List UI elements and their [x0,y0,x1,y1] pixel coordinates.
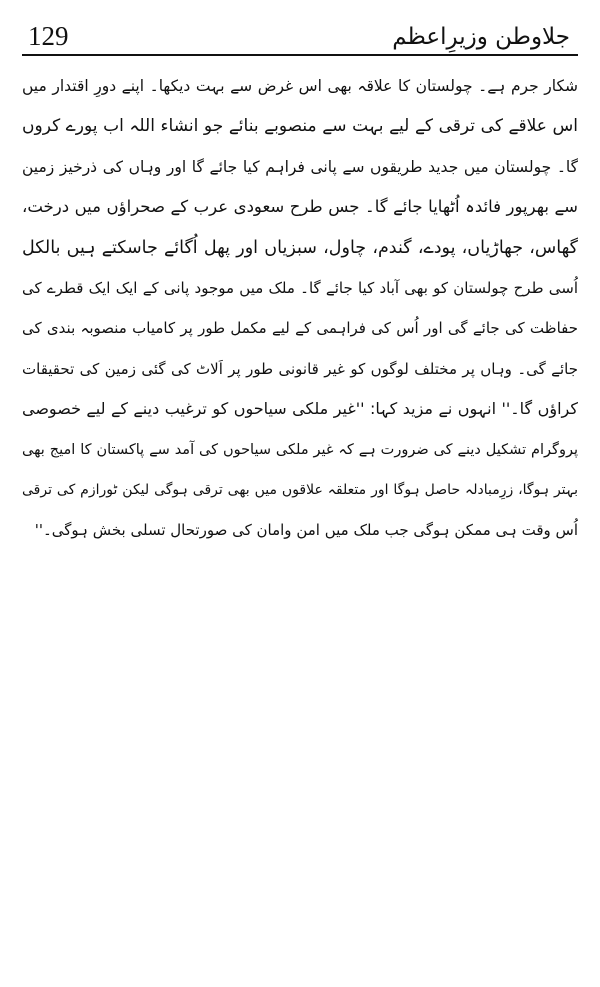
text-line: اس علاقے کی ترقی کے لیے بہت سے منصوبے بنائے جو انشاء اللہ اب پورے کروں [22,116,578,137]
text-line: شکار جرم ہے۔ چولستان کا علاقہ بھی اس غرض سے بہت دیکھا۔ اپنے دورِ اقتدار میں [22,77,578,95]
text-line: پروگرام تشکیل دینے کی ضرورت ہے کہ غیر ملکی سیاحوں کی آمد سے پاکستان کا امیج بھی [22,441,578,458]
body-text [22,66,578,551]
text-line: بہتر ہوگا، زرِمبادلہ حاصل ہوگا اور متعلقہ علاقوں میں بھی ترقی ہوگی لیکن ٹورازم کی ترقی [22,481,578,498]
text-line: کراؤں گا۔'' انہوں نے مزید کہا: ''غیر ملکی سیاحوں کو ترغیب دینے کے لیے خصوصی [22,399,578,419]
text-line: گا۔ چولستان میں جدید طریقوں سے پانی فراہم کیا جائے گا اور وہاں کی ذرخیز زمین [22,157,578,176]
page-number: 129 [28,21,69,51]
running-title: جلاوطن وزیرِاعظم [392,24,570,50]
text-line-last: اُس وقت ہی ممکن ہوگی جب ملک میں امن وامان کی صورتحال تسلی بخش ہوگی۔'' [34,521,578,540]
text-line: حفاظت کی جائے گی اور اُس کی فراہمی کے لیے مکمل طور پر کامیاب منصوبہ بندی کی [22,319,578,338]
page-header [22,8,578,56]
text-line: اُسی طرح چولستان کو بھی آباد کیا جائے گا۔ ملک میں موجود پانی کے ایک ایک قطرے کی [22,278,578,297]
text-line: سے بھرپور فائدہ اُٹھایا جائے گا۔ جس طرح سعودی عرب کے صحراؤں میں درخت، [22,197,578,217]
text-line: جائے گی۔ وہاں پر مختلف لوگوں کو غیر قانونی طور پر اَلاٹ کی گئی زمین کی تحقیقات [22,359,578,378]
text-line: گھاس، جھاڑیاں، پودے، گندم، چاول، سبزیاں اور پھل اُگائے جاسکتے ہیں بالکل [22,237,578,258]
